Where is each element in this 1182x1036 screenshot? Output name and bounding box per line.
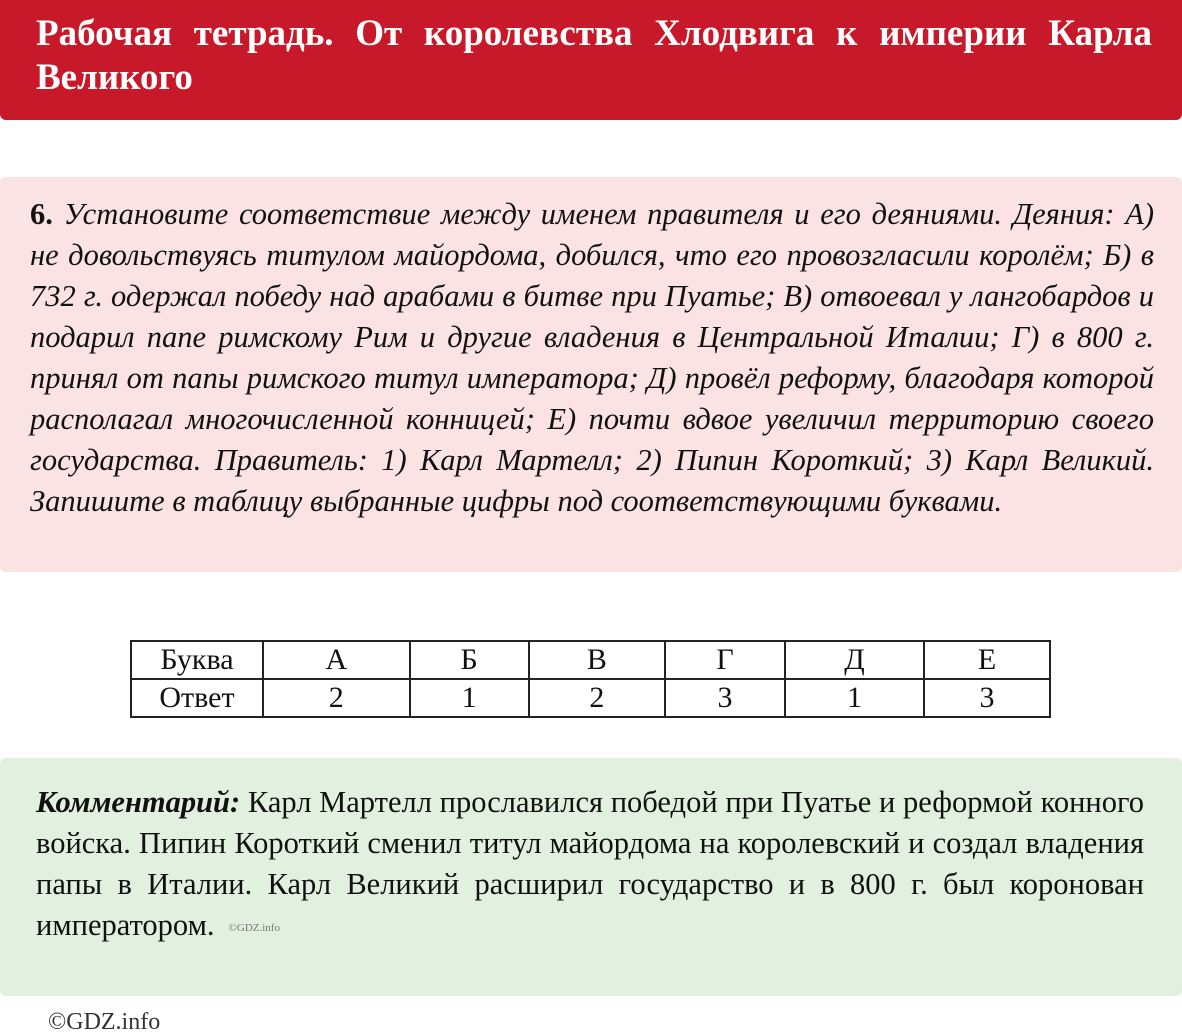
task-block [0,177,1182,572]
inline-watermark: ©GDZ.info [228,921,280,934]
answers-row [131,679,1050,717]
answer-cell: 2 [529,679,665,717]
comment-text: Карл Мартелл прославился победой при Пуатье и реформой конного войска. Пипин Короткий сменил титул майордома на королевский и создал владения папы в Италии. Карл Великий расширил государство и в 800 г. был коронован императором. [36,785,1144,942]
page-header [0,0,1182,120]
comment-label: Комментарий: [36,785,241,819]
comment-block [0,758,1182,996]
letter-cell: В [529,641,665,679]
letter-cell: Б [410,641,529,679]
letter-cell: Г [665,641,785,679]
answer-cell: 1 [410,679,529,717]
comment-paragraph [36,782,1144,949]
letter-cell: А [263,641,410,679]
footer-watermark: ©GDZ.info [48,1009,161,1035]
task-number: 6. [30,197,53,231]
answer-cell: 3 [665,679,785,717]
letter-cell: Е [924,641,1050,679]
answer-cell: 2 [263,679,410,717]
task-statement [30,194,1154,522]
page-title: Рабочая тетрадь. От королевства Хлодвига к империи Карла Великого [36,13,1152,98]
letters-row [131,641,1050,679]
answer-table [130,640,1051,718]
letter-header-cell: Буква [131,641,263,679]
answer-cell: 1 [785,679,924,717]
task-text: Установите соответствие между именем правителя и его деяниями. Деяния: А) не довольствуясь титулом майордома, добился, что его провозгласили королём; Б) в 732 г. одержал победу над арабами в битве при Пуатье; В) отвоевал у лангобардов и подарил папе римскому Рим и другие владения в Центральной Италии; Г) в 800 г. принял от папы римского титул императора; Д) провёл реформу, благодаря которой располагал многочисленной конницей; Е) почти вдвое увеличил территорию своего государства. Правитель: 1) Карл Мартелл; 2) Пипин Короткий; 3) Карл Великий. Запишите в таблицу выбранные цифры под соответствующими буквами. [30,197,1154,518]
letter-cell: Д [785,641,924,679]
answer-header-cell: Ответ [131,679,263,717]
answer-cell: 3 [924,679,1050,717]
